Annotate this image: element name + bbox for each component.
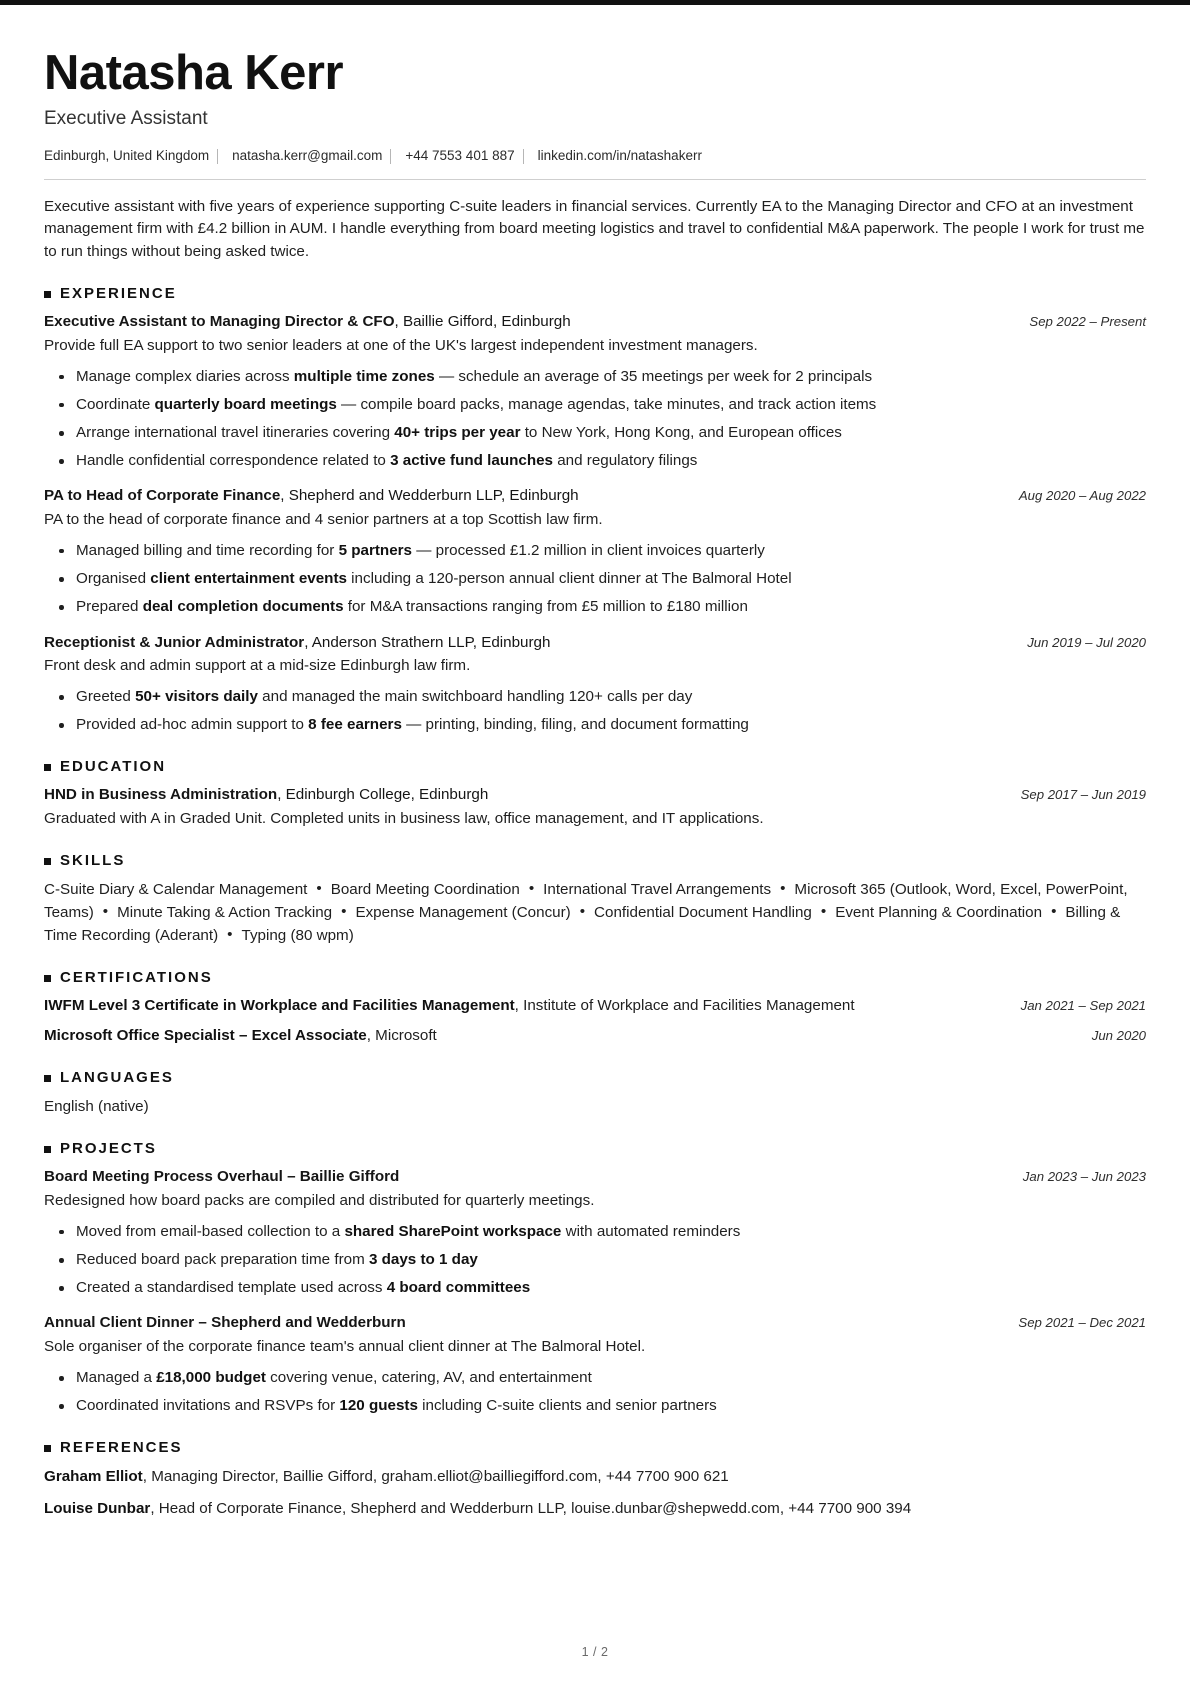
entry-role: PA to Head of Corporate Finance [44, 487, 281, 505]
entry-title [44, 633, 550, 654]
bullet-text: including C-suite clients and senior partners [417, 1397, 717, 1415]
entry-bullet-list [44, 686, 1146, 736]
entry-description: PA to the head of corporate finance and 4 senior partners at a top Scottish law firm. [44, 510, 603, 528]
bullet-text: and regulatory filings [553, 452, 698, 470]
entry-role: HND in Business Administration [44, 786, 278, 804]
certification-row [44, 996, 1146, 1017]
square-bullet-icon [44, 291, 51, 298]
bullet-text: Manage complex diaries across [76, 367, 294, 385]
entry-title [44, 1313, 406, 1334]
reference-detail: , Managing Director, Baillie Gifford, graham.elliot@bailliegifford.com, +44 7700 900 621 [142, 1468, 729, 1486]
contact-separator [217, 149, 218, 164]
section-header-education [44, 758, 1146, 775]
bullet-highlight: 4 board committees [386, 1279, 531, 1297]
certification-entries [44, 996, 1146, 1047]
certification-row [44, 1026, 1146, 1047]
entry-description: Front desk and admin support at a mid-size Edinburgh law firm. [44, 657, 471, 675]
bullet-highlight: 5 partners [338, 541, 413, 559]
bullet-text: — printing, binding, filing, and document formatting [401, 716, 749, 734]
bullet-text: — schedule an average of 35 meetings per week for 2 principals [434, 367, 873, 385]
page-top-bar [0, 0, 1190, 5]
bullet-highlight: 8 fee earners [308, 716, 402, 734]
skill-item: Minute Taking & Action Tracking [117, 903, 333, 921]
entry-description: Graduated with A in Graded Unit. Completed units in business law, office management, and IT applications. [44, 809, 764, 827]
skill-separator-icon: • [316, 880, 322, 897]
bullet-text: Arrange international travel itineraries covering [76, 424, 395, 442]
section-title-skills: SKILLS [60, 852, 126, 869]
candidate-role: Executive Assistant [44, 107, 208, 129]
page-number: 1 / 2 [581, 1645, 609, 1659]
bullet-text: — processed £1.2 million in client invoices quarterly [412, 541, 765, 559]
contact-item[interactable]: +44 7553 401 887 [405, 147, 515, 163]
entry-role: Executive Assistant to Managing Director & CFO [44, 313, 395, 331]
skills-list [44, 879, 1146, 947]
entry-bullet-list [44, 540, 1146, 619]
bullet-item [76, 686, 1146, 708]
entry-description: Sole organiser of the corporate finance team's annual client dinner at The Balmoral Hotel. [44, 1337, 646, 1355]
bullet-text: Managed billing and time recording for [76, 541, 339, 559]
section-title-experience: EXPERIENCE [60, 285, 177, 303]
bullet-highlight: client entertainment events [150, 570, 347, 588]
bullet-item [76, 568, 1146, 590]
bullet-highlight: 3 days to 1 day [368, 1251, 478, 1269]
bullet-highlight: 50+ visitors daily [135, 688, 258, 706]
skill-separator-icon: • [528, 880, 535, 897]
skill-separator-icon: • [341, 902, 347, 920]
section-title-projects: PROJECTS [60, 1140, 157, 1158]
section-projects [44, 1140, 1146, 1417]
certification-date: Jun 2020 [1091, 1028, 1146, 1044]
section-certifications [44, 969, 1146, 1047]
skill-separator-icon: • [820, 902, 827, 920]
bullet-item [76, 714, 1146, 736]
section-header-projects [44, 1140, 1146, 1157]
section-header-languages [44, 1069, 1146, 1086]
bullet-text: to New York, Hong Kong, and European offices [520, 424, 842, 442]
contact-separator [523, 149, 524, 164]
entry-organisation: , Edinburgh College, Edinburgh [277, 786, 489, 804]
bullet-item [76, 450, 1146, 472]
bullet-text: Greeted [76, 688, 136, 706]
entry-header [44, 1167, 1146, 1188]
bullet-text: Coordinate [76, 395, 155, 413]
entry-description: Provide full EA support to two senior leaders at one of the UK's largest independent investment managers. [44, 336, 758, 354]
square-bullet-icon [44, 858, 51, 865]
certification-name: Microsoft Office Specialist – Excel Associate [44, 1027, 367, 1045]
contact-line [44, 147, 1146, 166]
bullet-text: Moved from email-based collection to a [76, 1222, 345, 1240]
skill-item: Board Meeting Coordination [330, 881, 520, 898]
reference-entries [44, 1466, 1146, 1519]
bullet-text: Handle confidential correspondence related to [76, 452, 391, 470]
section-header-experience [44, 285, 1146, 302]
section-title-certifications: CERTIFICATIONS [60, 969, 213, 987]
section-title-languages: LANGUAGES [60, 1069, 174, 1087]
square-bullet-icon [44, 1445, 51, 1452]
certification-issuer: , Microsoft [366, 1027, 437, 1045]
project-entries [44, 1167, 1146, 1417]
candidate-name: Natasha Kerr [44, 46, 344, 100]
certification-text [44, 1026, 437, 1047]
square-bullet-icon [44, 1146, 51, 1153]
section-header-references [44, 1439, 1146, 1456]
bullet-item [76, 422, 1146, 444]
resume-entry [44, 633, 1146, 737]
bullet-text: Managed a [76, 1369, 157, 1387]
entry-bullet-list [44, 1221, 1146, 1300]
skill-item: International Travel Arrangements [543, 881, 772, 898]
skill-item: Microsoft 365 (Outlook, Word, Excel, PowerPoint, Teams) [44, 881, 1128, 921]
bullet-text: with automated reminders [561, 1222, 741, 1240]
section-title-references: REFERENCES [60, 1439, 183, 1457]
entry-header [44, 1313, 1146, 1334]
bullet-highlight: 40+ trips per year [394, 424, 521, 442]
resume-header [44, 48, 1146, 180]
entry-bullet-list [44, 1367, 1146, 1417]
skill-item: Expense Management (Concur) [355, 903, 571, 921]
entry-header [44, 312, 1146, 333]
reference-detail: , Head of Corporate Finance, Shepherd and Wedderburn LLP, louise.dunbar@shepwedd.com, +44 7700 900 394 [150, 1499, 912, 1517]
section-header-skills [44, 852, 1146, 869]
header-divider [44, 179, 1146, 180]
resume-entry [44, 1167, 1146, 1299]
section-experience [44, 285, 1146, 736]
entry-date: Sep 2017 – Jun 2019 [1020, 787, 1146, 803]
bullet-highlight: 120 guests [339, 1397, 418, 1415]
bullet-text: for M&A transactions ranging from £5 million to £180 million [343, 598, 748, 616]
entry-date: Sep 2022 – Present [1029, 314, 1146, 330]
certification-name: IWFM Level 3 Certificate in Workplace and Facilities Management [44, 997, 515, 1015]
skill-separator-icon: • [102, 902, 109, 920]
entry-organisation: , Baillie Gifford, Edinburgh [394, 313, 571, 331]
resume-entry [44, 486, 1146, 618]
bullet-text: Reduced board pack preparation time from [76, 1251, 369, 1269]
bullet-text: Organised [76, 570, 151, 588]
reference-name: Graham Elliot [44, 1468, 143, 1486]
skill-separator-icon: • [227, 925, 233, 943]
skill-separator-icon: • [780, 880, 786, 897]
section-languages [44, 1069, 1146, 1118]
skill-separator-icon: • [1051, 902, 1057, 920]
resume-entry [44, 785, 1146, 830]
entry-title [44, 785, 488, 806]
entry-role: Annual Client Dinner – Shepherd and Wedderburn [44, 1314, 406, 1332]
bullet-highlight: £18,000 budget [156, 1369, 266, 1387]
bullet-text: and managed the main switchboard handling 120+ calls per day [257, 688, 693, 706]
entry-bullet-list [44, 366, 1146, 473]
contact-item[interactable]: Edinburgh, United Kingdom [44, 147, 210, 163]
bullet-item [76, 1367, 1146, 1389]
education-entries [44, 785, 1146, 830]
square-bullet-icon [44, 1075, 51, 1082]
skill-item: Event Planning & Coordination [835, 903, 1043, 921]
entry-date: Jan 2023 – Jun 2023 [1022, 1169, 1146, 1185]
skill-separator-icon: • [579, 902, 586, 920]
entry-header [44, 785, 1146, 806]
bullet-highlight: deal completion documents [142, 598, 344, 616]
bullet-text: Prepared [76, 598, 143, 616]
section-header-certifications [44, 969, 1146, 986]
entry-date: Aug 2020 – Aug 2022 [1018, 488, 1146, 504]
languages-list: English (native) [44, 1098, 149, 1116]
entry-title [44, 312, 571, 333]
square-bullet-icon [44, 975, 51, 982]
entry-date: Sep 2021 – Dec 2021 [1018, 1315, 1146, 1331]
contact-item[interactable]: natasha.kerr@gmail.com [232, 147, 383, 163]
bullet-highlight: quarterly board meetings [154, 395, 337, 413]
reference-row [44, 1498, 1146, 1520]
bullet-item [76, 1395, 1146, 1417]
bullet-item [76, 540, 1146, 562]
bullet-item [76, 596, 1146, 618]
bullet-highlight: 3 active fund launches [390, 452, 553, 470]
resume-entry [44, 1313, 1146, 1417]
bullet-highlight: multiple time zones [293, 367, 435, 385]
entry-role: Board Meeting Process Overhaul – Baillie Gifford [44, 1168, 400, 1186]
entry-organisation: , Shepherd and Wedderburn LLP, Edinburgh [280, 487, 579, 505]
section-references [44, 1439, 1146, 1519]
reference-name: Louise Dunbar [44, 1499, 151, 1517]
entry-header [44, 486, 1146, 507]
entry-title [44, 486, 579, 507]
bullet-text: Created a standardised template used across [76, 1279, 387, 1297]
entry-header [44, 633, 1146, 654]
bullet-text: Provided ad-hoc admin support to [76, 716, 309, 734]
bullet-text: covering venue, catering, AV, and entertainment [265, 1369, 592, 1387]
square-bullet-icon [44, 764, 51, 771]
section-title-education: EDUCATION [60, 758, 167, 776]
entry-organisation: , Anderson Strathern LLP, Edinburgh [304, 633, 551, 651]
entry-title [44, 1167, 399, 1188]
bullet-item [76, 366, 1146, 388]
skill-item: C-Suite Diary & Calendar Management [44, 881, 308, 898]
skill-item: Typing (80 wpm) [241, 926, 354, 944]
bullet-item [76, 1249, 1146, 1271]
bullet-item [76, 1221, 1146, 1243]
bullet-item [76, 394, 1146, 416]
certification-text [44, 996, 855, 1017]
contact-separator [390, 149, 391, 164]
section-skills [44, 852, 1146, 947]
summary-text: Executive assistant with five years of experience supporting C-suite leaders in financial services. Currently EA to the Managing Director and CFO at an investment management firm with £4.2 billion in AUM. I handle everything from board meeting logistics and travel to confidential M&A paperwork. The people I work for trust me to run things without being asked twice. [44, 197, 1145, 260]
skill-item: Billing & Time Recording (Aderant) [44, 903, 1121, 944]
bullet-item [76, 1277, 1146, 1299]
entry-description: Redesigned how board packs are compiled and distributed for quarterly meetings. [44, 1191, 595, 1209]
bullet-highlight: shared SharePoint workspace [344, 1222, 562, 1240]
section-education [44, 758, 1146, 830]
resume-entry [44, 312, 1146, 472]
certification-date: Jan 2021 – Sep 2021 [1020, 998, 1146, 1014]
experience-entries [44, 312, 1146, 736]
entry-role: Receptionist & Junior Administrator [44, 633, 305, 651]
skill-item: Confidential Document Handling [594, 903, 812, 921]
bullet-text: — compile board packs, manage agendas, take minutes, and track action items [336, 395, 877, 413]
bullet-text: Coordinated invitations and RSVPs for [76, 1397, 340, 1415]
reference-row [44, 1466, 1146, 1488]
contact-item[interactable]: linkedin.com/in/natashakerr [537, 147, 702, 163]
certification-issuer: , Institute of Workplace and Facilities Management [514, 997, 855, 1015]
entry-date: Jun 2019 – Jul 2020 [1027, 634, 1146, 650]
bullet-text: including a 120-person annual client dinner at The Balmoral Hotel [346, 570, 792, 588]
